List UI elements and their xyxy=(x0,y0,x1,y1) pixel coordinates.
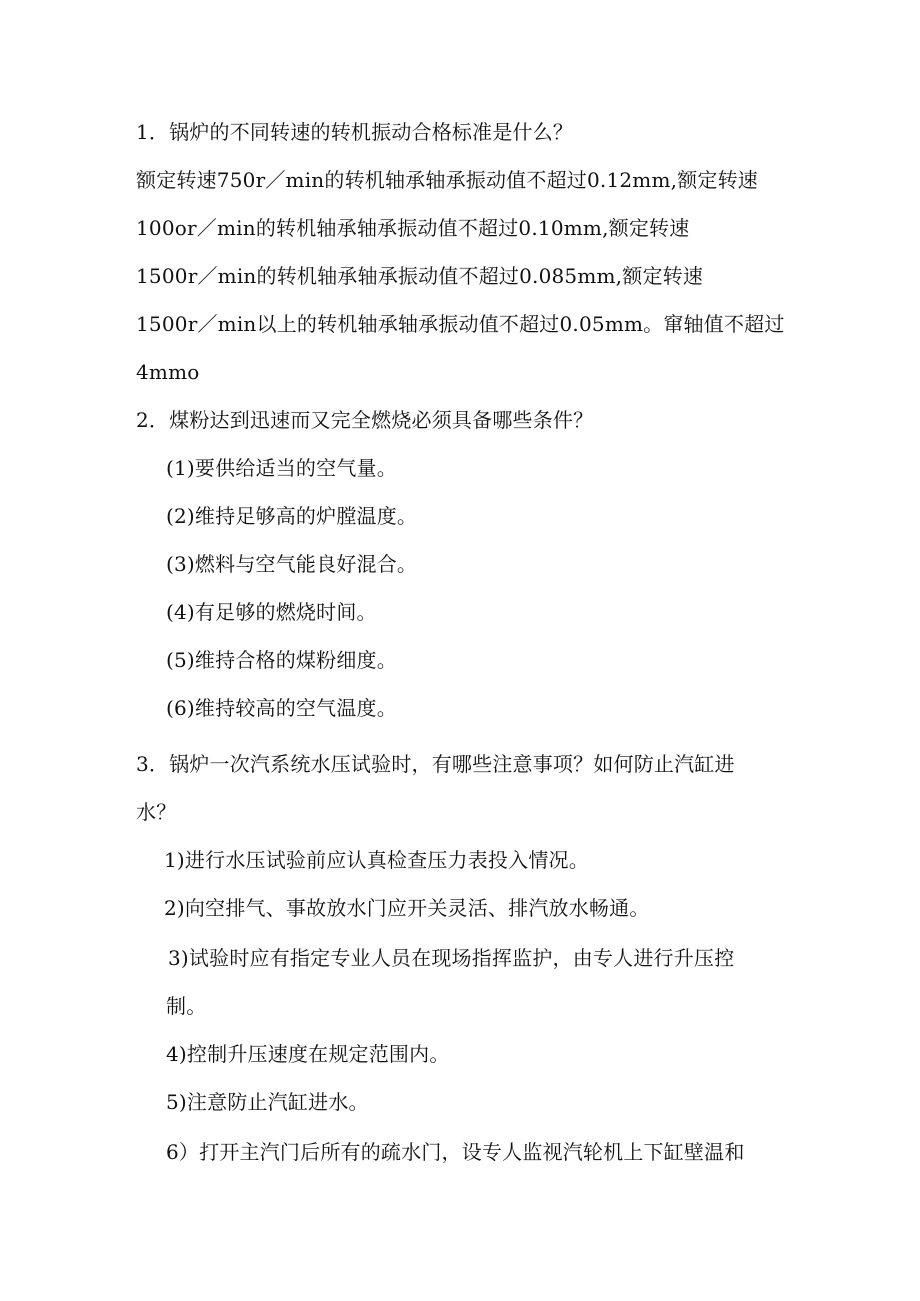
question-1: 1．锅炉的不同转速的转机振动合格标准是什么？ xyxy=(136,120,574,144)
question-2: 2．煤粉达到迅速而又完全燃烧必须具备哪些条件？ xyxy=(136,408,594,432)
answer-2-item-2: (2)维持足够高的炉膛温度。 xyxy=(166,504,418,528)
answer-2-item-1: (1)要供给适当的空气量。 xyxy=(166,456,397,480)
answer-3-item-2: 2)向空排气、事故放水门应开关灵活、排汽放水畅通。 xyxy=(164,896,650,920)
answer-2-item-6: (6)维持较高的空气温度。 xyxy=(166,696,397,720)
answer-3-item-6: 6）打开主汽门后所有的疏水门，设专人监视汽轮机上下缸壁温和 xyxy=(166,1140,745,1164)
question-3-line-2: 水？ xyxy=(136,800,177,824)
answer-1-line-5: 4mmo xyxy=(136,360,200,384)
answer-3-item-5: 5)注意防止汽缸进水。 xyxy=(166,1090,369,1114)
answer-3-item-3: 3)试验时应有指定专业人员在现场指挥监护，由专人进行升压控 xyxy=(168,946,735,970)
answer-2-item-4: (4)有足够的燃烧时间。 xyxy=(166,600,377,624)
answer-2-item-3: (3)燃料与空气能良好混合。 xyxy=(166,552,418,576)
answer-1-line-2: 100or／min的转机轴承轴承振动值不超过0.10mm,额定转速 xyxy=(136,216,690,240)
answer-3-item-3-continued: 制。 xyxy=(166,994,207,1018)
answer-3-item-1: 1)进行水压试验前应认真检查压力表投入情况。 xyxy=(164,848,589,872)
answer-1-line-1: 额定转速750r／min的转机轴承轴承振动值不超过0.12mm,额定转速 xyxy=(136,168,758,192)
answer-3-item-4: 4)控制升压速度在规定范围内。 xyxy=(166,1042,450,1066)
answer-1-line-3: 1500r／min的转机轴承轴承振动值不超过0.085mm,额定转速 xyxy=(136,264,704,288)
question-3-line-1: 3．锅炉一次汽系统水压试验时，有哪些注意事项？如何防止汽缸进 xyxy=(136,752,735,776)
answer-2-item-5: (5)维持合格的煤粉细度。 xyxy=(166,648,397,672)
answer-1-line-4: 1500r／min以上的转机轴承轴承振动值不超过0.05mm。窜轴值不超过 xyxy=(136,312,785,336)
